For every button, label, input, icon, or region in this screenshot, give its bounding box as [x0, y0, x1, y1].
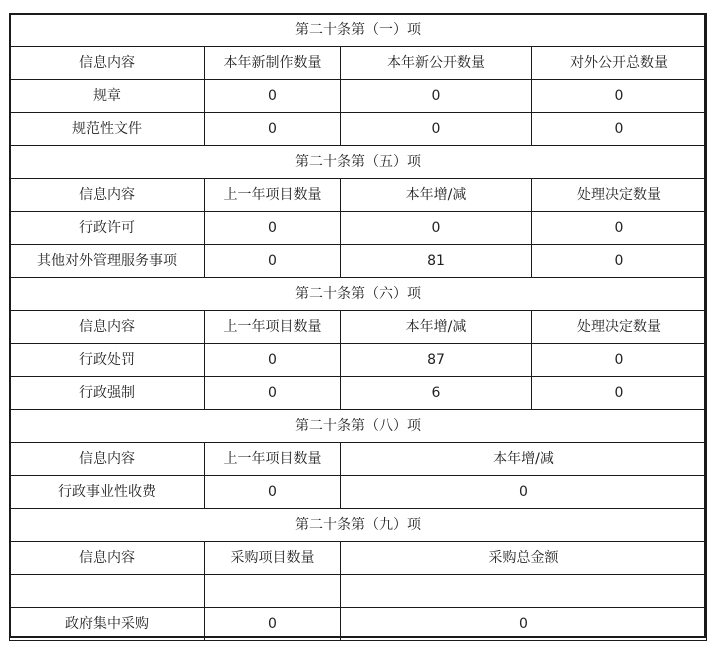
table-cell: 行政强制 [10, 377, 205, 410]
table-cell: 0 [341, 80, 532, 113]
column-header: 上一年项目数量 [205, 443, 341, 476]
header-row [10, 542, 707, 575]
column-header: 信息内容 [10, 443, 205, 476]
table-cell: 0 [532, 245, 707, 278]
table-row [10, 608, 707, 641]
table-cell: 0 [341, 212, 532, 245]
section-title: 第二十条第（八）项 [10, 410, 707, 443]
column-header: 采购项目数量 [205, 542, 341, 575]
column-header: 信息内容 [10, 47, 205, 80]
table-row [10, 344, 707, 377]
column-header: 采购总金额 [341, 542, 707, 575]
table-cell: 6 [341, 377, 532, 410]
section-title-row [10, 146, 707, 179]
column-header: 信息内容 [10, 311, 205, 344]
table-row [10, 245, 707, 278]
table-cell: 0 [341, 608, 707, 641]
column-header: 本年增/减 [341, 311, 532, 344]
table-cell: 0 [205, 344, 341, 377]
table-cell: 81 [341, 245, 532, 278]
section-title: 第二十条第（五）项 [10, 146, 707, 179]
table-cell: 0 [205, 476, 341, 509]
header-row [10, 47, 707, 80]
column-header: 本年增/减 [341, 179, 532, 212]
table-cell: 0 [205, 212, 341, 245]
table-cell: 0 [532, 80, 707, 113]
table-row [10, 476, 707, 509]
section-title: 第二十条第（九）项 [10, 509, 707, 542]
section-title: 第二十条第（一）项 [10, 14, 707, 47]
column-header: 上一年项目数量 [205, 179, 341, 212]
table-cell: 0 [532, 377, 707, 410]
table-row [10, 377, 707, 410]
column-header: 本年新制作数量 [205, 47, 341, 80]
disclosure-table [9, 13, 707, 641]
table-cell: 0 [532, 113, 707, 146]
table-row [10, 113, 707, 146]
table-cell [205, 575, 341, 608]
header-row [10, 179, 707, 212]
table-cell: 规范性文件 [10, 113, 205, 146]
table-cell: 0 [205, 113, 341, 146]
section-title: 第二十条第（六）项 [10, 278, 707, 311]
column-header: 对外公开总数量 [532, 47, 707, 80]
table-cell [341, 575, 707, 608]
table-cell: 规章 [10, 80, 205, 113]
section-title-row [10, 278, 707, 311]
table-cell: 政府集中采购 [10, 608, 205, 641]
table-cell: 0 [205, 245, 341, 278]
table-cell: 0 [205, 608, 341, 641]
section-title-row [10, 410, 707, 443]
section-title-row [10, 509, 707, 542]
header-row [10, 311, 707, 344]
table-cell: 0 [341, 476, 707, 509]
column-header: 处理决定数量 [532, 311, 707, 344]
column-header: 本年增/减 [341, 443, 707, 476]
table-cell: 行政许可 [10, 212, 205, 245]
column-header: 上一年项目数量 [205, 311, 341, 344]
column-header: 处理决定数量 [532, 179, 707, 212]
table-row [10, 575, 707, 608]
section-title-row [10, 14, 707, 47]
table-cell: 其他对外管理服务事项 [10, 245, 205, 278]
column-header: 本年新公开数量 [341, 47, 532, 80]
table-row [10, 212, 707, 245]
table-cell: 行政事业性收费 [10, 476, 205, 509]
table-cell: 行政处罚 [10, 344, 205, 377]
table-cell: 87 [341, 344, 532, 377]
table-cell: 0 [532, 212, 707, 245]
header-row [10, 443, 707, 476]
table-row [10, 80, 707, 113]
table-cell: 0 [532, 344, 707, 377]
table-cell: 0 [205, 80, 341, 113]
table-cell [10, 575, 205, 608]
column-header: 信息内容 [10, 542, 205, 575]
table-cell: 0 [205, 377, 341, 410]
column-header: 信息内容 [10, 179, 205, 212]
table-cell: 0 [341, 113, 532, 146]
